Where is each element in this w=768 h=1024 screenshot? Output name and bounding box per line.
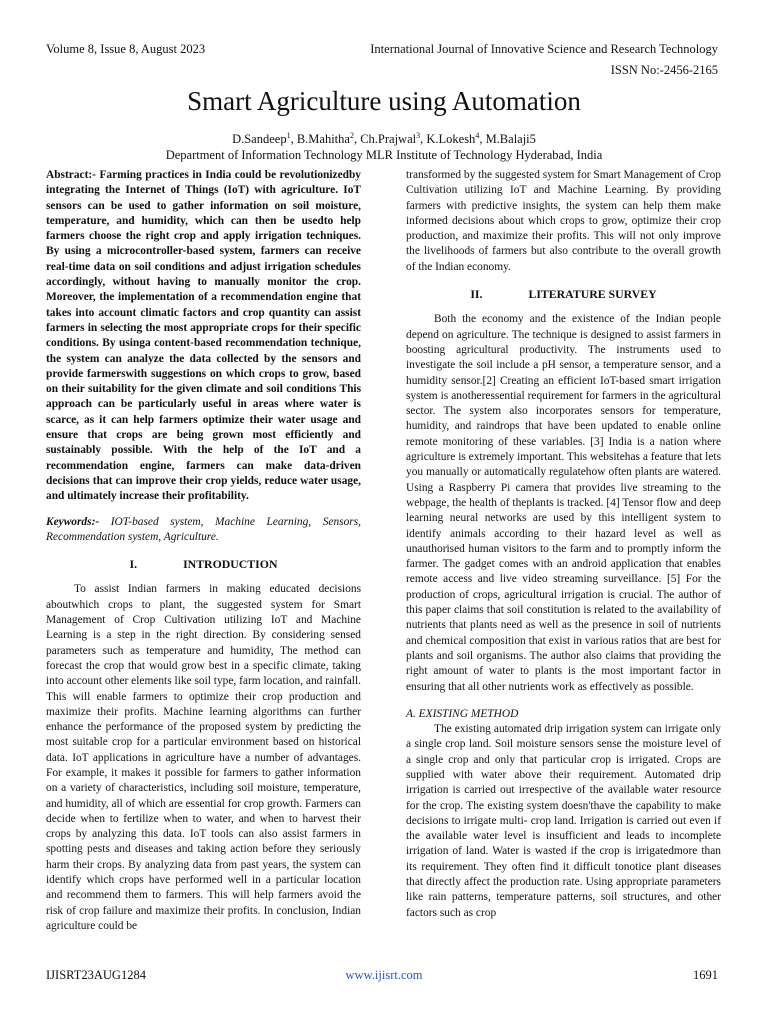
footer-page-number: 1691 bbox=[693, 968, 718, 982]
author-block bbox=[0, 128, 768, 163]
keywords-text: IOT-based system, Machine Learning, Sensors, Recommendation system, Agriculture. bbox=[46, 515, 361, 543]
keywords-label: Keywords:- bbox=[46, 515, 100, 528]
introduction-paragraph: To assist Indian farmers in making educated decisions aboutwhich crops to plant, the suggested system for Smart Management of Crop Cultivation utilizing IoT and Machine Learning is a step in the right direction. By considering sensed parameters such as temperature and humidity, The method can forecast the crop that would grow best in a specific climate, taking into account other elements like soil type, farm location, and rainfall. This will enable farmers to optimize their crop production and maximize their profits. Machine learning algorithms can further enhance the performance of the proposed system by predicting the most suitable crop for a particular environment based on historical data. IoT applications in agriculture have a number of advantages. For example, it makes it possible for farmers to gather information on a variety of characteristics, including soil moisture, temperature, and humidity, all of which are essential for crop growth. Farmers can decide when to fertilize when to water, and when to harvest their crops by analyzing this data. IoT tools can also assist farmers in spotting pests and diseases and taking action before they seriously harm their crops. By analyzing data from past years, the system can identify which crops have performed well in a particular location and recommend them to farmers. This will help farmers avoid the risk of crop failure and maximize their profits. In conclusion, Indian agriculture could be bbox=[46, 583, 361, 932]
abstract-label: Abstract:- bbox=[46, 169, 96, 181]
author-name: M.Balaji5 bbox=[485, 132, 536, 147]
author-name: B.Mahitha bbox=[296, 132, 350, 147]
keywords bbox=[46, 515, 361, 546]
left-column bbox=[46, 168, 361, 934]
affiliation: Department of Information Technology MLR Institute of Technology Hyderabad, India bbox=[165, 148, 603, 163]
page-header-journal: International Journal of Innovative Science and Research Technology bbox=[370, 42, 718, 56]
subsection-heading-existing-method: A. EXISTING METHOD bbox=[406, 707, 519, 720]
footer-website-link[interactable]: www.ijisrt.com bbox=[345, 968, 423, 982]
author-name: K.Lokesh bbox=[426, 132, 476, 147]
section-title: INTRODUCTION bbox=[183, 557, 278, 572]
abstract bbox=[46, 168, 361, 505]
section-heading-introduction bbox=[46, 557, 361, 572]
footer-paper-id: IJISRT23AUG1284 bbox=[46, 968, 146, 982]
section-title: LITERATURE SURVEY bbox=[528, 287, 657, 302]
author-mark: 4 bbox=[475, 131, 480, 140]
section-number: II. bbox=[470, 287, 483, 302]
page-header-volume: Volume 8, Issue 8, August 2023 bbox=[46, 42, 206, 56]
right-column bbox=[406, 168, 721, 921]
existing-method-paragraph: The existing automated drip irrigation system can irrigate only a single crop land. Soil moisture sensors sense the moisture level of a single crop and only that particular crop is irrigated. Crops are supplied with water above their requirement. Automated drip irrigation is carried out irrespective of the available water resource for the crop. The existing system doesn'thave the capability to make decisions to irrigate multi- crop land. Irrigation is carried out even if the available water level is insufficient and leads to incomplete irrigation of land. Water is wasted if the crop is irrigatedmore than its requirement. They often find it difficult tonotice plant diseases that directly affect the production rate. Using appropriate parameters like rain patterns, temperature patterns, soil structures, and other factors such as crop bbox=[406, 723, 721, 919]
paper-title: Smart Agriculture using Automation bbox=[187, 86, 581, 116]
introduction-continued: transformed by the suggested system for Smart Management of Crop Cultivation utilizing IoT and Machine Learning. By providing farmers with predictive insights, the system can help them make informed decisions about which crops to grow, optimize their crop production, and maximize their profits. This will not only improve the livelihoods of farmers but also contribute to the overall growth of the Indian economy. bbox=[406, 169, 721, 273]
page-header-issn: ISSN No:-2456-2165 bbox=[610, 63, 718, 77]
literature-paragraph: Both the economy and the existence of the Indian people depend on agriculture. The technique is designed to assist farmers in boosting agricultural productivity. The instruments used to investigate the soil include a pH sensor, a temperature sensor, and a humidity sensor.[2] Creating an efficient IoT-based smart irrigation system is anotheressential requirement for farmers in the agricultural sector. The system also incorporates sensors for temperature, humidity, and raindrops that have been updated to enable online remote monitoring of these variables. [3] India is a nation where agriculture is extremely important. This websitehas a feature that lets you manually or automatically regulatehow often plants are watered. Using a Raspberry Pi camera that provides live streaming to the webpage, the health of theplants is tracked. [4] Tensor flow and deep learning neural networks are used by this intelligent system to identify animals according to their hazard level as well as unauthorised human visitors to the farm and to promptly inform the farmer. The gadget comes with an android application that enables remote access and live video streaming surveillance. [5] For the production of crops, agricultural irrigation is crucial. The author of this paper claims that soil constitution is related to the availability of nutrients that plants need as well as the presence in soil of nutrients and chemical composition that exist in various ratios that are best for plants and soil organisms. The author also claims that providing the right amount of water to plants is the most important factor in ensuring that all other nutrients work as effectively as possible. bbox=[406, 313, 721, 693]
author-mark: 3 bbox=[416, 131, 421, 140]
author-mark: 1 bbox=[286, 131, 291, 140]
author-name: Ch.Prajwal bbox=[360, 132, 417, 147]
author-name: D.Sandeep bbox=[232, 132, 287, 147]
author-list: D.Sandeep$^1$, B.Mahitha$^2$, Ch.Prajwal$^3$, K.Lokesh$^4$, M.Balaji5 bbox=[232, 131, 536, 147]
author-mark: 2 bbox=[349, 131, 354, 140]
abstract-text: Farming practices in India could be revolutionizedby integrating the Internet of Things (IoT) with agriculture. IoT sensors can be used to gather information on soil moisture, temperature, and humidity, which can then be usedto help farmers choose the right crop and apply irrigation techniques. By using a microcontroller-based system, farmers can receive real-time data on soil conditions and adjust irrigation schedules accordingly, without having to manually monitor the crop. Moreover, the implementation of a recommendation engine that takes into account climatic factors and crop quantity can assist farmers in selecting the most appropriate crops for their specific conditions. By usinga content-based recommendation technique, the system can analyze the data collected by the sensors and provide farmerswith suggestions on which crops to grow, based on their suitability for the given climate and soil conditions This approach can be particularly useful in areas where water is scarce, as it can help farmers optimize their water usage and ensure that crops are being grown most efficiently and sustainably possible. With the help of the IoT and a recommendation engine, farmers can make data-driven decisions that can improve their crop yields, reduce water usage, and ultimately increase their profitability. bbox=[46, 169, 361, 503]
section-heading-literature-survey bbox=[406, 287, 721, 302]
section-number: I. bbox=[129, 557, 138, 572]
